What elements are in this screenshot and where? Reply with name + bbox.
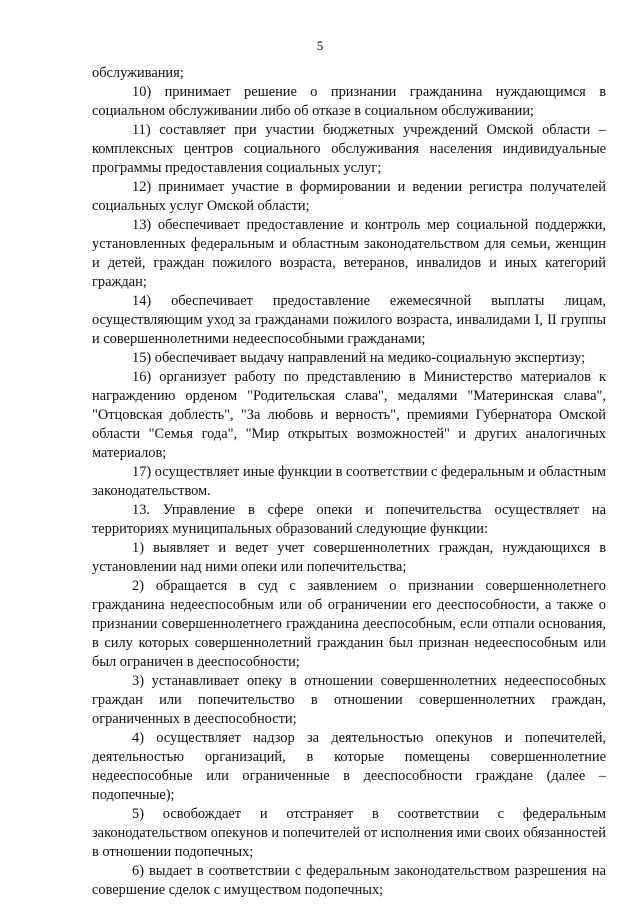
- document-body: [92, 64, 606, 900]
- page-number: 5: [316, 38, 324, 53]
- paragraph-item-12: 12) принимает участие в формировании и ведении регистра получателей социальных услуг Омской области;: [92, 179, 606, 214]
- paragraph-sub-item-6: 6) выдает в соответствии с федеральным законодательством разрешения на совершение сделок с имуществом подопечных;: [92, 863, 606, 898]
- paragraph-sub-item-3: 3) устанавливает опеку в отношении совершеннолетних недееспособных граждан или попечительство в отношении совершеннолетних граждан, ограниченных в дееспособности;: [92, 673, 606, 727]
- section-13-heading: 13. Управление в сфере опеки и попечительства осуществляет на территориях муниципальных образований следующие функции:: [92, 502, 606, 537]
- paragraph-item-11: 11) составляет при участии бюджетных учреждений Омской области – комплексных центров социального обслуживания населения индивидуальные программы предоставления социальных услуг;: [92, 122, 606, 176]
- paragraph-item-13: 13) обеспечивает предоставление и контроль мер социальной поддержки, установленных федеральным и областным законодательством для семьи, женщин и детей, граждан пожилого возраста, ветеранов, инвалидов и иных категорий граждан;: [92, 217, 606, 290]
- paragraph-item-10: 10) принимает решение о признании гражданина нуждающимся в социальном обслуживании либо об отказе в социальном обслуживании;: [92, 84, 606, 119]
- paragraph-sub-item-5: 5) освобождает и отстраняет в соответствии с федеральным законодательством опекунов и попечителей от исполнения ими своих обязанностей в отношении подопечных;: [92, 806, 606, 860]
- paragraph-sub-item-2: 2) обращается в суд с заявлением о признании совершеннолетнего гражданина недееспособным или об ограничении его дееспособности, а также о признании совершеннолетнего гражданина дееспособным, если отпали основания, в силу которых совершеннолетний гражданин был признан недееспособным или был ограничен в дееспособности;: [92, 578, 606, 670]
- paragraph-item-17: 17) осуществляет иные функции в соответствии с федеральным и областным законодательством.: [92, 464, 606, 499]
- paragraph-continuation: обслуживания;: [92, 65, 184, 81]
- paragraph-item-14: 14) обеспечивает предоставление ежемесячной выплаты лицам, осуществляющим уход за гражданами пожилого возраста, инвалидами I, II группы и совершеннолетними недееспособными гражданами;: [92, 293, 606, 347]
- paragraph-sub-item-4: 4) осуществляет надзор за деятельностью опекунов и попечителей, деятельностью организаций, в которые помещены совершеннолетние недееспособные или ограниченные в дееспособности граждане (далее – подопечные);: [92, 730, 606, 803]
- paragraph-item-16: 16) организует работу по представлению в Министерство материалов к награждению орденом "Родительская слава", медалями "Материнская слава", "Отцовская доблесть", "За любовь и верность", премиями Губернатора Омской области "Семья года", "Мир открытых возможностей" и других аналогичных материалов;: [92, 369, 606, 461]
- paragraph-sub-item-1: 1) выявляет и ведет учет совершеннолетних граждан, нуждающихся в установлении над ними опеки или попечительства;: [92, 540, 606, 575]
- paragraph-item-15: 15) обеспечивает выдачу направлений на медико-социальную экспертизу;: [132, 350, 586, 366]
